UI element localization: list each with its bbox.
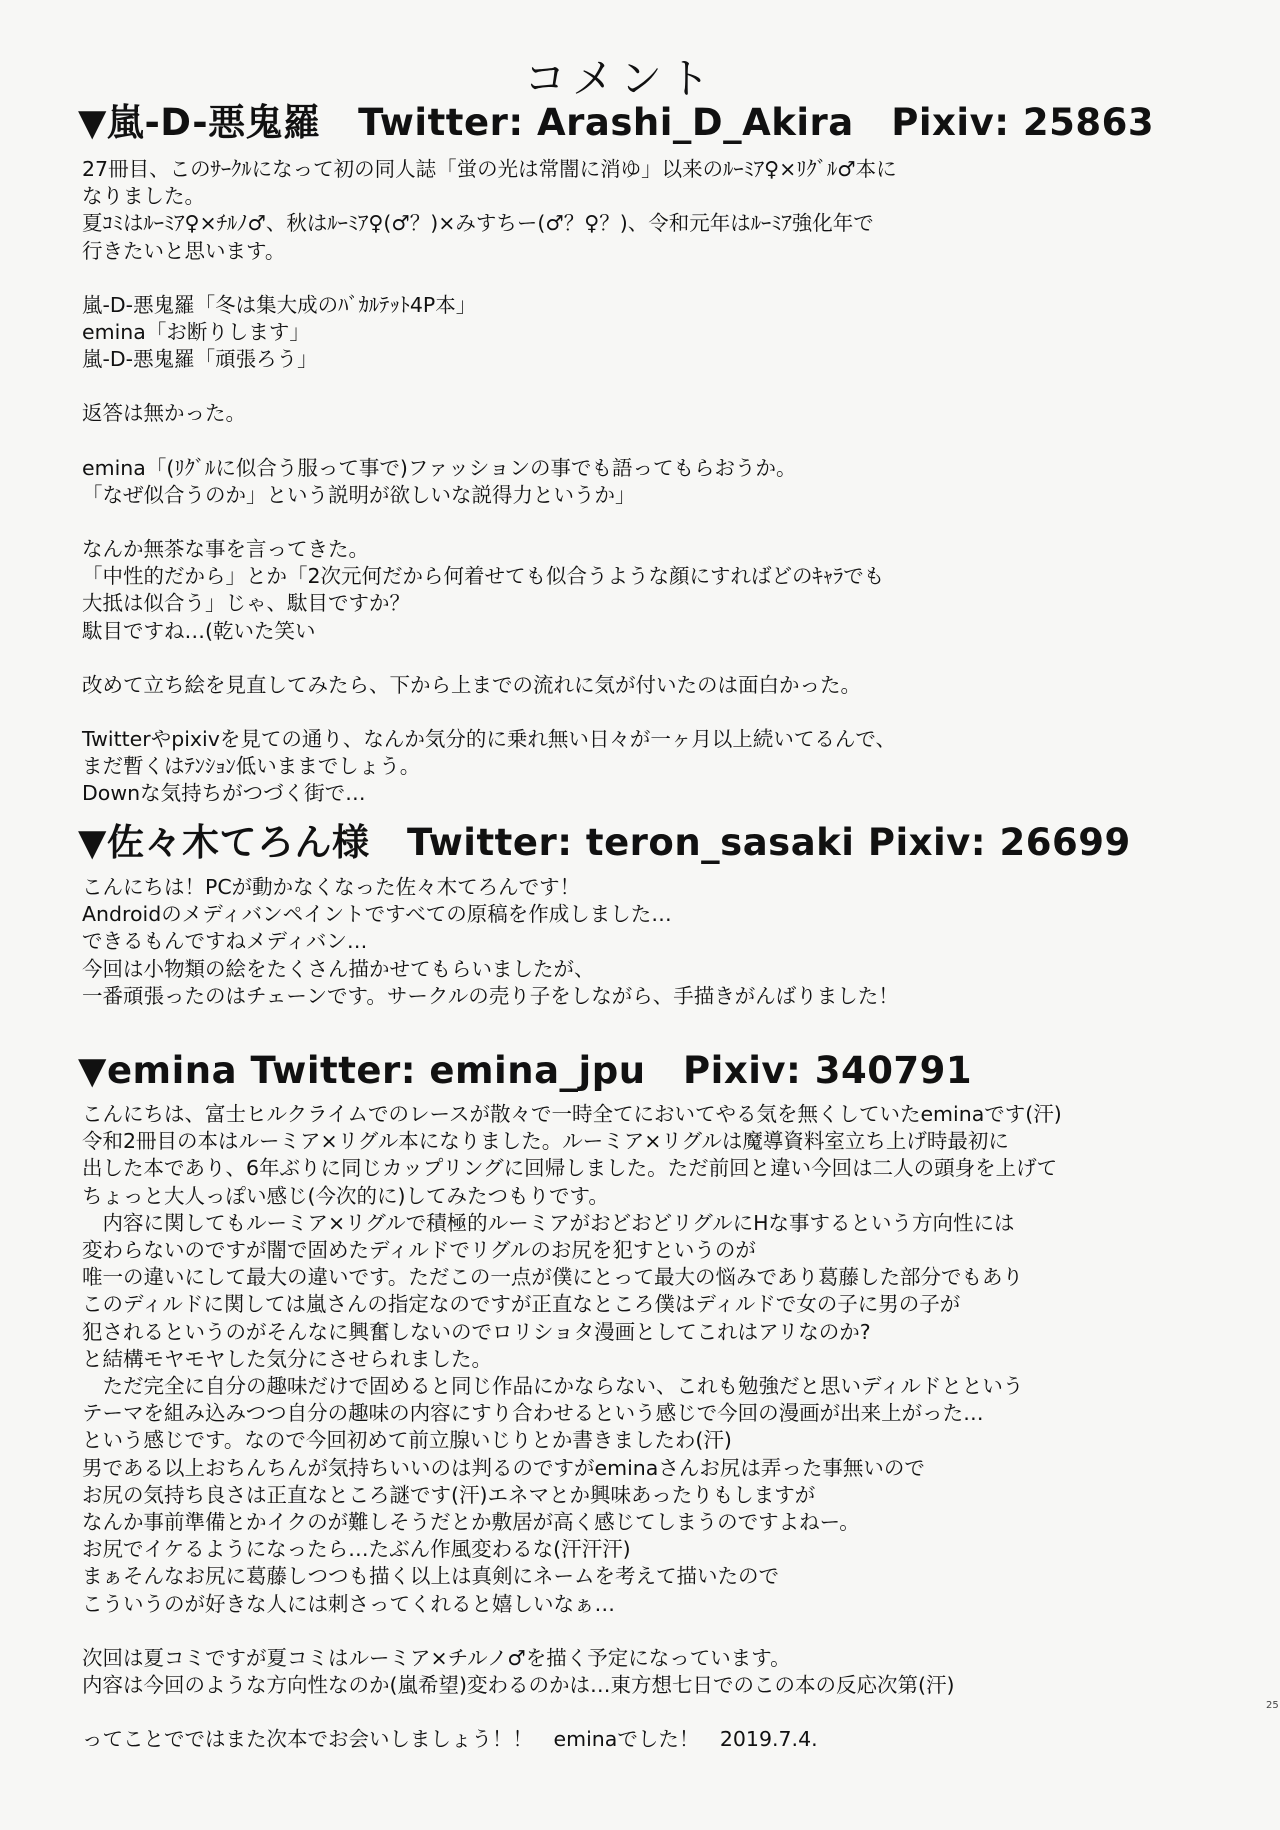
text-line: Twitterやpixivを見ての通り、なんか気分的に乗れ無い日々が一ヶ月以上続いてるんで、: [82, 727, 896, 752]
text-line: 変わらないのですが闇で固めたディルドでリグルのお尻を犯すというのが: [82, 1238, 756, 1263]
text-line: ただ完全に自分の趣味だけで固めると同じ作品にかならない、これも勉強だと思いディルドとという: [82, 1374, 1024, 1399]
text-line: 唯一の違いにして最大の違いです。ただこの一点が僕にとって最大の悩みであり葛藤した部分でもあり: [82, 1265, 1023, 1290]
text-line: お尻の気持ち良さは正直なところ謎です(汗)エネマとか興味あったりもしますが: [82, 1482, 816, 1507]
text-line: 「中性的だから」とか「2次元何だから何着せても似合うような顔にすればどのｷｬﾗでも: [82, 564, 885, 589]
section-body-emina: [82, 1101, 1192, 1753]
text-line: なんか事前準備とかイクのが難しそうだとか敷居が高く感じてしまうのですよねー。: [82, 1510, 860, 1535]
text-line: という感じです。なので今回初めて前立腺いじりとか書きましたわ(汗): [82, 1428, 732, 1453]
text-line: 夏ｺﾐはﾙｰﾐｱ♀×ﾁﾙﾉ♂、秋はﾙｰﾐｱ♀(♂？)×みすちー(♂？♀？)、令和元年はﾙｰﾐｱ強化年で: [82, 211, 874, 236]
text-line: 犯されるというのがそんなに興奮しないのでロリショタ漫画としてこれはアリなのか?: [82, 1319, 871, 1344]
text-line: [82, 373, 1192, 400]
text-line: お尻でイケるようになったら…たぶん作風変わるな(汗汗汗): [82, 1537, 631, 1562]
text-line: ちょっと大人っぽい感じ(今次的に)してみたつもりです。: [82, 1183, 609, 1208]
text-line: 改めて立ち絵を見直してみたら、下から上までの流れに気が付いたのは面白かった。: [82, 672, 861, 697]
text-line: 嵐-D-悪鬼羅「頑張ろう」: [82, 347, 318, 372]
text-line: 「なぜ似合うのか」という説明が欲しいな説得力というか」: [82, 482, 636, 507]
section-heading-emina: ▼emina Twitter: emina_jpu Pixiv: 340791: [78, 1049, 973, 1092]
text-line: なんか無茶な事を言ってきた。: [82, 537, 369, 562]
text-line: 駄目ですね…(乾いた笑い: [82, 618, 316, 643]
text-line: 男である以上おちんちんが気持ちいいのは判るのですがeminaさんお尻は弄った事無いので: [82, 1455, 925, 1480]
text-line: ってことでではまた次本でお会いしましょう！！ eminaでした！ 2019.7.4.: [82, 1727, 818, 1752]
text-line: 内容に関してもルーミア×リグルで積極的ルーミアがおどおどリグルにHな事するという方向性には: [82, 1210, 1015, 1235]
text-line: 返答は無かった。: [82, 401, 246, 426]
text-line: Downな気持ちがつづく街で…: [82, 781, 366, 806]
text-line: 令和2冊目の本はルーミア×リグル本になりました。ルーミア×リグルは魔導資料室立ち上げ時最初に: [82, 1129, 1009, 1154]
text-line: テーマを組み込みつつ自分の趣味の内容にすり合わせるという感じで今回の漫画が出来上がった…: [82, 1401, 984, 1426]
text-line: [82, 645, 1192, 672]
text-line: 出した本であり、6年ぶりに同じカップリングに回帰しました。ただ前回と違い今回は二人の頭身を上げて: [82, 1156, 1058, 1181]
text-line: [82, 1699, 1192, 1726]
text-line: emina「お断りします」: [82, 320, 310, 345]
section-body-arashi: [82, 156, 1192, 808]
text-line: [82, 509, 1192, 536]
page-number: 25: [1266, 1700, 1279, 1711]
text-line: まだ暫くはﾃﾝｼｮﾝ低いままでしょう。: [82, 754, 421, 779]
text-line: 行きたいと思います。: [82, 238, 286, 263]
text-line: と結構モヤモヤした気分にさせられました。: [82, 1346, 492, 1371]
section-body-sasaki: [82, 874, 1192, 1010]
text-line: 次回は夏コミですが夏コミはルーミア×チルノ♂を描く予定になっています。: [82, 1645, 791, 1670]
text-line: Androidのメディバンペイントですべての原稿を作成しました…: [82, 902, 672, 927]
section-heading-sasaki: ▼佐々木てろん様 Twitter: teron_sasaki Pixiv: 26699: [78, 821, 1131, 864]
text-line: こういうのが好きな人には刺さってくれると嬉しいなぁ…: [82, 1591, 615, 1616]
text-line: できるもんですねメディバン…: [82, 929, 368, 954]
page-title: コメント: [523, 54, 716, 103]
text-line: 27冊目、このｻｰｸﾙになって初の同人誌「蛍の光は常闇に消ゆ」以来のﾙｰﾐｱ♀×ﾘｸﾞﾙ♂本に: [82, 157, 897, 181]
text-line: こんにちは、富士ヒルクライムでのレースが散々で一時全てにおいてやる気を無くしていたeminaです(汗): [82, 1102, 1062, 1126]
text-line: [82, 1618, 1192, 1645]
text-line: なりました。: [82, 184, 205, 209]
text-line: [82, 265, 1192, 292]
text-line: [82, 699, 1192, 726]
text-line: [82, 428, 1192, 455]
text-line: 一番頑張ったのはチェーンです。サークルの売り子をしながら、手描きがんばりました！: [82, 983, 899, 1008]
section-heading-arashi: ▼嵐-D-悪鬼羅 Twitter: Arashi_D_Akira Pixiv: 25863: [78, 101, 1155, 144]
text-line: このディルドに関しては嵐さんの指定なのですが正直なところ僕はディルドで女の子に男の子が: [82, 1292, 961, 1317]
text-line: 嵐-D-悪鬼羅「冬は集大成のﾊﾞｶﾙﾃｯﾄ4P本」: [82, 292, 477, 317]
text-line: emina「(ﾘｸﾞﾙに似合う服って事で)ファッションの事でも語ってもらおうか。: [82, 455, 797, 480]
text-line: 今回は小物類の絵をたくさん描かせてもらいましたが、: [82, 956, 595, 981]
text-line: まぁそんなお尻に葛藤しつつも描く以上は真剣にネームを考えて描いたので: [82, 1564, 779, 1589]
text-line: 内容は今回のような方向性なのか(嵐希望)変わるのかは…東方想七日でのこの本の反応次第(汗): [82, 1673, 955, 1698]
text-line: 大抵は似合う」じゃ、駄目ですか？: [82, 591, 410, 616]
text-line: こんにちは！PCが動かなくなった佐々木てろんです！: [82, 875, 581, 899]
